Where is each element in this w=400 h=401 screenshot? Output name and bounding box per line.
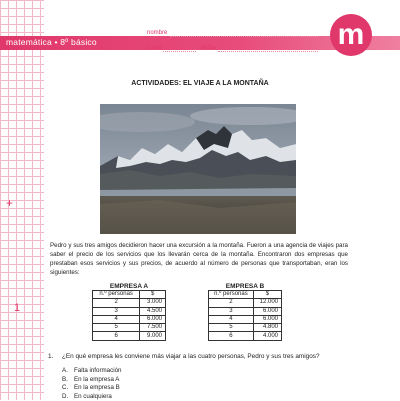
answer-options (62, 367, 121, 401)
table-row (209, 299, 282, 307)
price-cell: 6.000 (253, 315, 281, 323)
column-header: $ (253, 291, 281, 299)
price-cell: 4.800 (253, 324, 281, 332)
price-cell: 6.000 (140, 315, 166, 323)
column-header: n.º personas (93, 291, 140, 299)
price-cell: 4.000 (253, 332, 281, 340)
question-text: ¿En qué empresa les conviene más viajar a las cuatro personas, Pedro y sus tres amigos? (62, 353, 320, 360)
table-row (209, 315, 282, 323)
people-cell: 5 (209, 324, 254, 332)
mountain-photo (100, 104, 296, 234)
date-line[interactable] (218, 51, 318, 52)
price-cell: 4.500 (140, 307, 166, 315)
option-letter: D. (62, 392, 69, 400)
table-row (209, 307, 282, 315)
price-cell: 12.000 (253, 299, 281, 307)
table-header-row (209, 291, 282, 299)
people-cell: 5 (93, 324, 140, 332)
name-label: nombre (147, 30, 168, 36)
option-b[interactable] (62, 376, 121, 385)
people-cell: 6 (93, 332, 140, 340)
people-cell: 2 (209, 299, 254, 307)
margin-plus-mark: + (6, 196, 14, 210)
table-row (93, 315, 166, 323)
people-cell: 6 (209, 332, 254, 340)
column-header: n.º personas (209, 291, 254, 299)
name-line[interactable] (170, 36, 318, 37)
table-empresa-b (208, 283, 282, 341)
people-cell: 4 (93, 315, 140, 323)
option-a[interactable] (62, 367, 121, 376)
people-cell: 4 (209, 315, 254, 323)
table-row (93, 307, 166, 315)
price-cell: 6.000 (253, 307, 281, 315)
table-row (209, 332, 282, 340)
course-line[interactable] (163, 51, 196, 52)
question-number: 1. (48, 353, 54, 360)
table-header-row (93, 291, 166, 299)
price-cell: 7.500 (140, 324, 166, 332)
table-empresa-a (92, 283, 166, 341)
option-text: En la empresa A (74, 375, 120, 383)
price-table (92, 290, 166, 341)
course-label: curso (147, 45, 162, 51)
option-text: Falta información (74, 367, 122, 374)
table-row (93, 324, 166, 332)
margin-number-mark: 1 (14, 302, 21, 314)
table-row (93, 299, 166, 307)
column-header: $ (140, 291, 166, 299)
price-cell: 9.000 (140, 332, 166, 340)
page-title: ACTIVIDADES: EL VIAJE A LA MONTAÑA (131, 80, 269, 87)
price-table (208, 290, 282, 341)
people-cell: 3 (209, 307, 254, 315)
logo-letter: m (337, 18, 365, 51)
option-text: En la empresa B (74, 384, 120, 392)
intro-paragraph: Pedro y sus tres amigos decidieron hacer una excursión a la montaña. Fueron a una agencia de viajes para saber el precio de los servicios que los llevarán cerca de la montaña. Encontraron dos empresas que prestaban esos servicios y sus precios, de acuerdo al número de personas que transportaban, eran los siguientes: (50, 242, 348, 276)
option-text: En cualquiera (74, 392, 112, 400)
date-label: fecha (201, 45, 216, 51)
option-letter: A. (62, 367, 68, 374)
people-cell: 2 (93, 299, 140, 307)
option-letter: C. (62, 384, 69, 392)
table-row (209, 324, 282, 332)
table-caption: EMPRESA A (109, 283, 149, 290)
table-caption: EMPRESA B (225, 283, 265, 290)
table-row (93, 332, 166, 340)
subject-label: matemática • 8º básico (6, 37, 97, 47)
price-cell: 3.000 (140, 299, 166, 307)
mountain-landscape-image (100, 104, 296, 234)
option-c[interactable] (62, 384, 121, 393)
option-letter: B. (62, 375, 68, 383)
people-cell: 3 (93, 307, 140, 315)
logo (330, 14, 372, 56)
